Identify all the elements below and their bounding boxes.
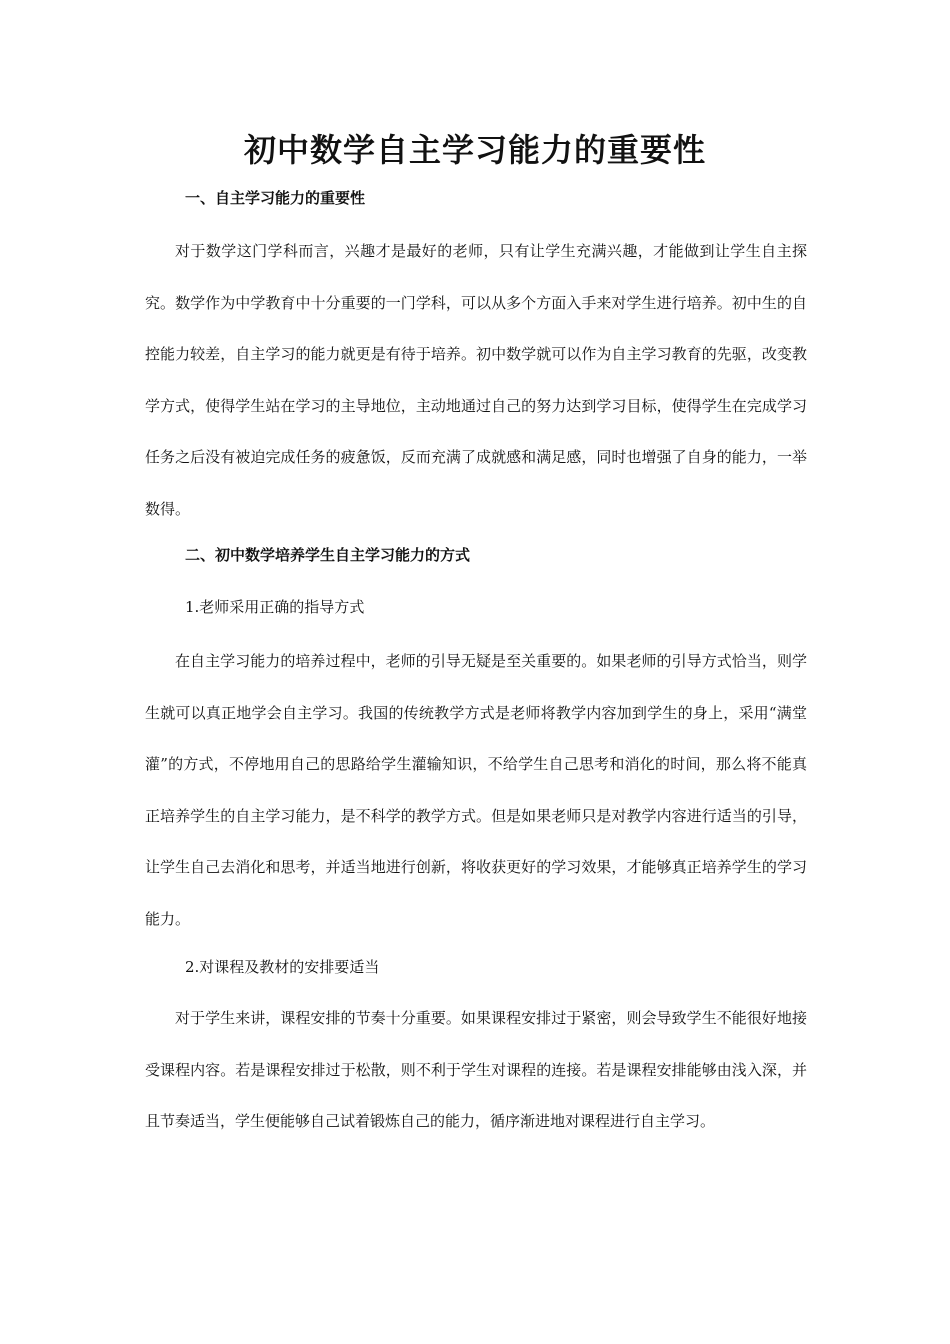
section-heading-2: 二、初中数学培养学生自主学习能力的方式 [185, 546, 471, 564]
subsection-heading-2: 2.对课程及教材的安排要适当 [185, 958, 380, 976]
subsection-2-paragraph: 对于学生来讲，课程安排的节奏十分重要。如果课程安排过于紧密，则会导致学生不能很好地接受课程内容。若是课程安排过于松散，则不利于学生对课程的连接。若是课程安排能够由浅入深，并且节奏适当，学生便能够自己试着锻炼自己的能力，循序渐进地对课程进行自主学习。 [145, 1009, 807, 1130]
subsection-1-paragraph: 在自主学习能力的培养过程中，老师的引导无疑是至关重要的。如果老师的引导方式恰当，则学生就可以真正地学会自主学习。我国的传统教学方式是老师将教学内容加到学生的身上，采用“满堂灌”的方式，不停地用自己的思路给学生灌输知识，不给学生自己思考和消化的时间，那么将不能真正培养学生的自主学习能力，是不科学的教学方式。但是如果老师只是对教学内容进行适当的引导，让学生自己去消化和思考，并适当地进行创新，将收获更好的学习效果，才能够真正培养学生的学习能力。 [145, 652, 807, 928]
section-heading-1: 一、自主学习能力的重要性 [185, 189, 366, 207]
document-title: 初中数学自主学习能力的重要性 [243, 131, 706, 169]
subsection-heading-1: 1.老师采用正确的指导方式 [185, 598, 365, 616]
section-1-paragraph: 对于数学这门学科而言，兴趣才是最好的老师，只有让学生充满兴趣，才能做到让学生自主探究。数学作为中学教育中十分重要的一门学科，可以从多个方面入手来对学生进行培养。初中生的自控能力较差，自主学习的能力就更是有待于培养。初中数学就可以作为自主学习教育的先驱，改变教学方式，使得学生站在学习的主导地位，主动地通过自己的努力达到学习目标，使得学生在完成学习任务之后没有被迫完成任务的疲惫饭，反而充满了成就感和满足感，同时也增强了自身的能力，一举数得。 [145, 242, 807, 518]
